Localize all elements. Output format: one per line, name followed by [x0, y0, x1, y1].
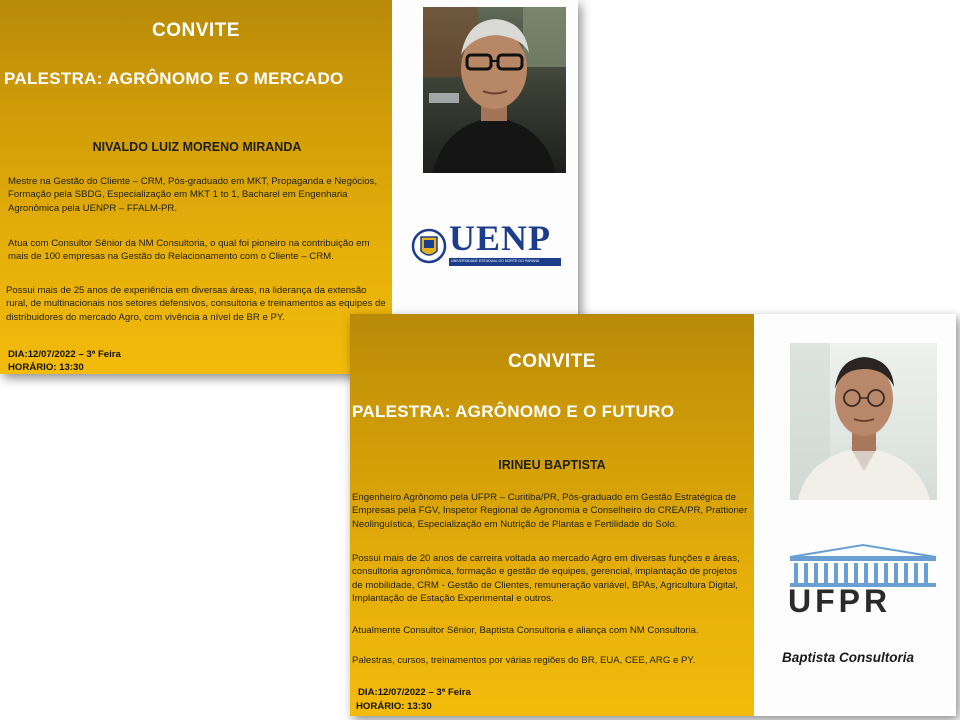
uenp-logo	[411, 218, 563, 269]
bio-paragraph: Palestras, cursos, treinamentos por várias regiões do BR, EUA, CEE, ARG e PY.	[352, 655, 696, 666]
uenp-logo-subtext: UNIVERSIDADE ESTADUAL DO NORTE DO PARANÁ	[451, 259, 540, 263]
speaker-name: IRINEU BAPTISTA	[498, 458, 606, 472]
event-date: DIA:12/07/2022 – 3ª Feira	[358, 687, 471, 698]
uenp-logo-text: UENP	[449, 218, 551, 258]
bio-paragraph: Mestre na Gestão do Cliente – CRM, Pós-graduado em MKT, Propaganda e Negócios, Formação pela SBDG, Especialização em MKT 1 to 1, Bacharel em Engenharia Agronômica pela UENPR – FFALM-PR.	[8, 176, 378, 214]
photo-logo-column	[754, 314, 956, 716]
ufpr-logo-text: UFPR	[788, 583, 892, 619]
event-time: HORÁRIO: 13:30	[8, 362, 84, 373]
speaker-name: NIVALDO LUIZ MORENO MIRANDA	[92, 140, 302, 154]
speaker-photo	[790, 343, 937, 500]
speaker-photo	[423, 7, 566, 173]
invite-heading: CONVITE	[152, 20, 240, 41]
lecture-title: PALESTRA: AGRÔNOMO E O MERCADO	[4, 69, 344, 88]
event-time: HORÁRIO: 13:30	[356, 701, 432, 712]
invite-heading: CONVITE	[508, 351, 596, 372]
bio-paragraph: Engenheiro Agrônomo pela UFPR – Curitiba/PR, Pós-graduado em Gestão Estratégica de Empresas pela FGV, Inspetor Regional de Agronomia e Conselheiro do CREA/PR, Prattioner Neolinguística, Especialização em Nutrição de Plantas e Fertilidade do Solo.	[352, 492, 748, 530]
bio-paragraph: Atua com Consultor Sênior da NM Consultoria, o qual foi pioneiro na contribuição em mais de 100 empresas na Gestão do Relacionamento com o Cliente – CRM.	[8, 238, 370, 263]
bio-paragraph: Atualmente Consultor Sênior, Baptista Consultoria e aliança com NM Consultoria.	[352, 625, 699, 636]
bio-paragraph: Possui mais de 20 anos de carreira voltada ao mercado Agro em diversas funções e áreas, consultoria agronômica, formação e gestão de equipes, gerencial, implantação de projetos de mobilidade, CRM - Gestão de Clientes, remuneração variável, BPAs, Agricultura Digital, Implantação de Estação Experimental e outros.	[352, 553, 740, 605]
bio-paragraph: Possui mais de 25 anos de experiência em diversas áreas, na liderança da extensão rural, de multinacionais nos setores defensivos, consultoria e treinamentos as equipes de distribuidores do mercado Agro, com vivência a nível de BR e PY.	[6, 285, 386, 323]
invite-panel	[350, 314, 754, 716]
invite-card-futuro	[350, 314, 956, 716]
ufpr-logo	[788, 543, 938, 621]
company-name: Baptista Consultoria	[782, 650, 915, 665]
invite-panel	[0, 0, 392, 374]
event-date: DIA:12/07/2022 – 3ª Feira	[8, 349, 121, 360]
lecture-title: PALESTRA: AGRÔNOMO E O FUTURO	[352, 402, 675, 421]
